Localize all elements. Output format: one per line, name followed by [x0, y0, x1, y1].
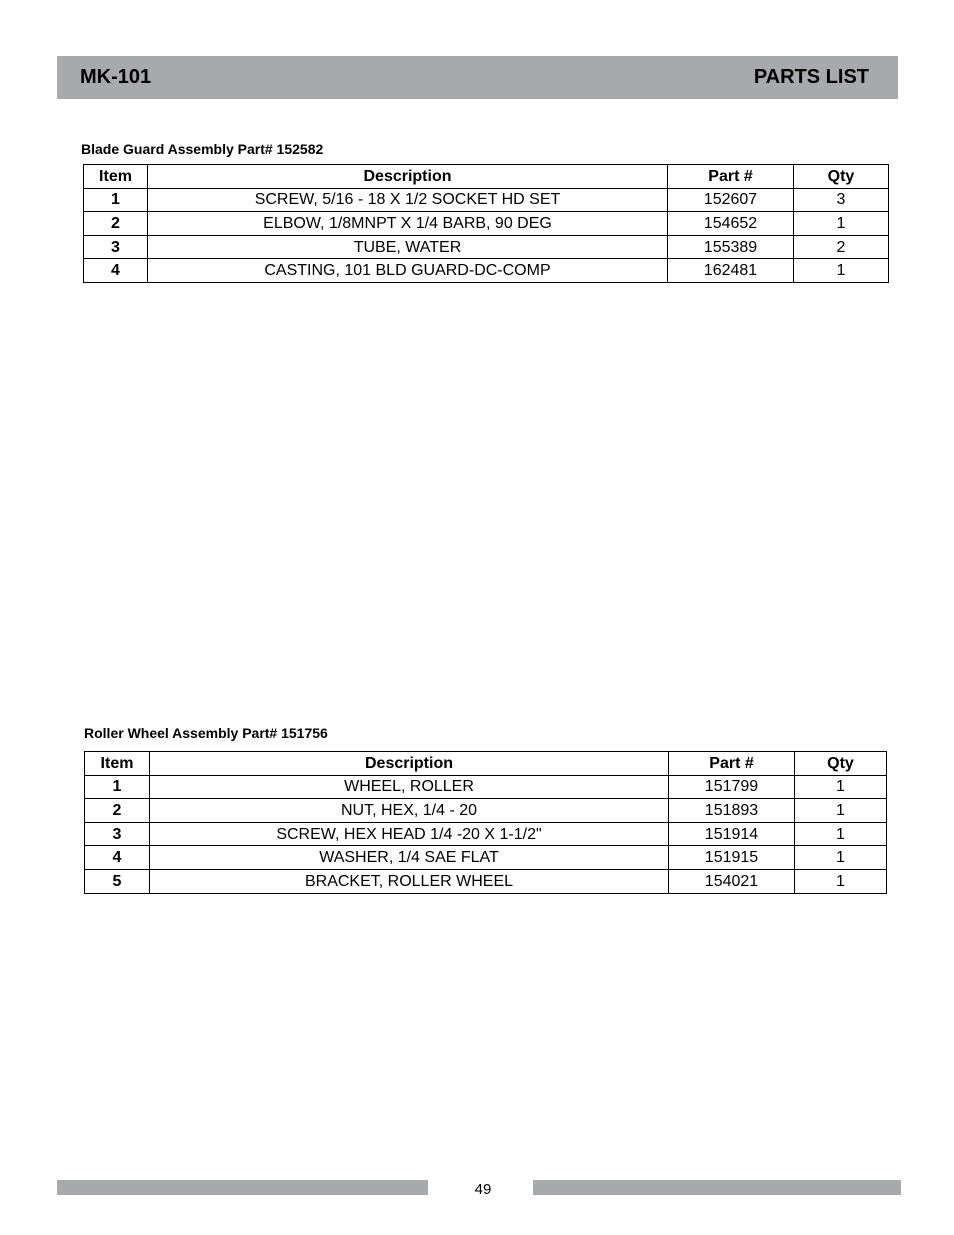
table-row: [85, 822, 887, 846]
footer-bar-left: [57, 1180, 428, 1195]
item-description: TUBE, WATER: [148, 235, 668, 259]
item-description: NUT, HEX, 1/4 - 20: [150, 799, 669, 823]
parts-table-blade-guard: [83, 164, 889, 283]
quantity: 1: [794, 212, 889, 236]
part-number: 151914: [669, 822, 795, 846]
item-number: 4: [84, 259, 148, 283]
item-number: 1: [85, 775, 150, 799]
part-number: 151799: [669, 775, 795, 799]
part-number: 162481: [668, 259, 794, 283]
column-header-qty: Qty: [795, 752, 887, 776]
table-header-row: [84, 165, 889, 189]
quantity: 1: [794, 259, 889, 283]
page-header: [57, 56, 898, 99]
item-description: WHEEL, ROLLER: [150, 775, 669, 799]
quantity: 1: [795, 775, 887, 799]
column-header-description: Description: [150, 752, 669, 776]
section-title-blade-guard: Blade Guard Assembly Part# 152582: [81, 141, 324, 157]
column-header-part: Part #: [669, 752, 795, 776]
quantity: 3: [794, 188, 889, 212]
model-name: MK-101: [80, 66, 152, 88]
table-row: [85, 799, 887, 823]
item-description: SCREW, 5/16 - 18 X 1/2 SOCKET HD SET: [148, 188, 668, 212]
quantity: 1: [795, 799, 887, 823]
item-description: WASHER, 1/4 SAE FLAT: [150, 846, 669, 870]
page-title: PARTS LIST: [753, 66, 869, 88]
part-number: 154652: [668, 212, 794, 236]
item-description: ELBOW, 1/8MNPT X 1/4 BARB, 90 DEG: [148, 212, 668, 236]
item-description: SCREW, HEX HEAD 1/4 -20 X 1-1/2": [150, 822, 669, 846]
column-header-item: Item: [85, 752, 150, 776]
part-number: 154021: [669, 869, 795, 893]
table-row: [84, 259, 889, 283]
part-number: 152607: [668, 188, 794, 212]
item-number: 1: [84, 188, 148, 212]
item-number: 5: [85, 869, 150, 893]
quantity: 1: [795, 822, 887, 846]
item-number: 3: [84, 235, 148, 259]
footer-bar-right: [533, 1180, 901, 1195]
quantity: 1: [795, 846, 887, 870]
table-row: [85, 846, 887, 870]
column-header-item: Item: [84, 165, 148, 189]
table-row: [85, 775, 887, 799]
item-description: BRACKET, ROLLER WHEEL: [150, 869, 669, 893]
column-header-part: Part #: [668, 165, 794, 189]
table-row: [84, 212, 889, 236]
part-number: 155389: [668, 235, 794, 259]
item-description: CASTING, 101 BLD GUARD-DC-COMP: [148, 259, 668, 283]
section-title-roller-wheel: Roller Wheel Assembly Part# 151756: [84, 725, 328, 741]
parts-table-roller-wheel: [84, 751, 887, 894]
table-row: [84, 188, 889, 212]
part-number: 151893: [669, 799, 795, 823]
column-header-description: Description: [148, 165, 668, 189]
quantity: 2: [794, 235, 889, 259]
table-header-row: [85, 752, 887, 776]
page-number: 49: [474, 1181, 492, 1198]
part-number: 151915: [669, 846, 795, 870]
column-header-qty: Qty: [794, 165, 889, 189]
item-number: 3: [85, 822, 150, 846]
item-number: 4: [85, 846, 150, 870]
table-row: [84, 235, 889, 259]
item-number: 2: [85, 799, 150, 823]
item-number: 2: [84, 212, 148, 236]
quantity: 1: [795, 869, 887, 893]
table-row: [85, 869, 887, 893]
